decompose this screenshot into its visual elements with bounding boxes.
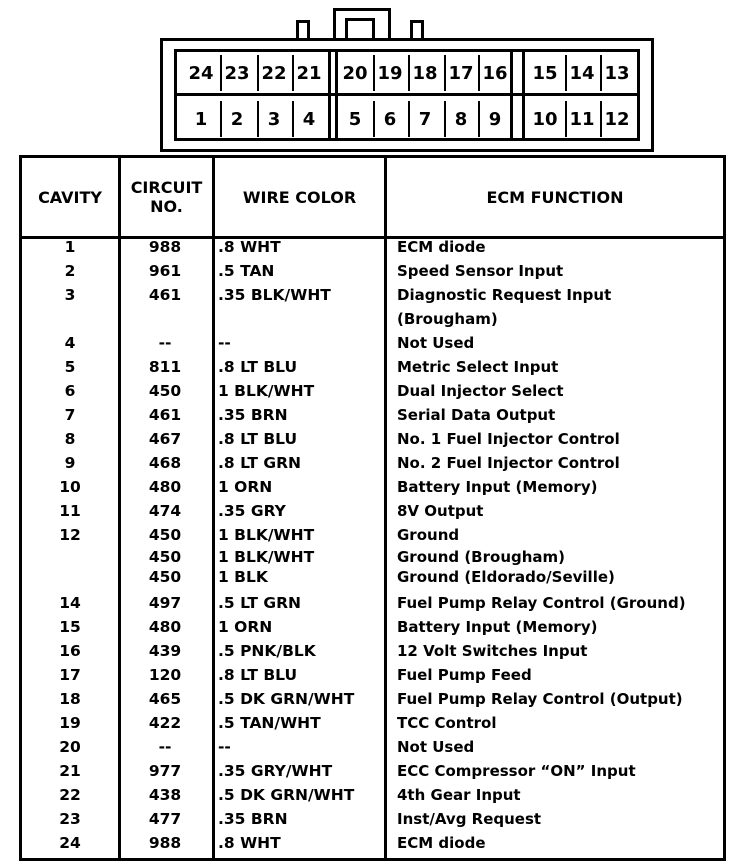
cavity-cell: 20 <box>59 738 81 756</box>
pin-label: 13 <box>600 55 632 91</box>
pin-label: 7 <box>408 101 440 137</box>
ecm-function-cell: TCC Control <box>397 714 497 732</box>
table-row <box>22 594 723 618</box>
pin-label: 15 <box>532 62 558 84</box>
circuit-cell: 467 <box>148 430 182 448</box>
header-ecm-function <box>387 158 723 236</box>
ecm-function-cell: Battery Input (Memory) <box>397 618 598 636</box>
ecm-function-cell: ECM diode <box>397 238 486 256</box>
circuit-cell: 450 <box>148 568 182 586</box>
wire-color-cell: .35 GRY <box>218 502 286 520</box>
circuit-cell: 468 <box>148 454 182 472</box>
ecm-function-cell: Not Used <box>397 738 475 756</box>
ecm-function-cell: Ground (Brougham) <box>397 548 566 566</box>
wire-color-cell: .8 LT BLU <box>218 430 298 448</box>
table-row <box>22 786 723 810</box>
wire-color-cell: 1 BLK/WHT <box>218 526 315 544</box>
circuit-cell: 811 <box>148 358 182 376</box>
circuit-cell: 988 <box>148 238 182 256</box>
ecm-function-cell: Fuel Pump Relay Control (Ground) <box>397 594 686 612</box>
wire-color-cell: 1 BLK/WHT <box>218 382 315 400</box>
wire-color-cell: -- <box>218 334 231 352</box>
circuit-cell: -- <box>158 334 172 352</box>
pin-label: 6 <box>373 101 405 137</box>
wire-color-cell: .5 LT GRN <box>218 594 301 612</box>
ecm-function-cell: Fuel Pump Relay Control (Output) <box>397 690 683 708</box>
cavity-cell: 4 <box>64 334 76 352</box>
pin-label: 2 <box>220 101 252 137</box>
pin-label: 24 <box>188 62 214 84</box>
wire-color-cell: 1 ORN <box>218 478 273 496</box>
table-row <box>22 310 723 334</box>
cavity-cell: 15 <box>59 618 81 636</box>
ecm-function-cell: No. 2 Fuel Injector Control <box>397 454 620 472</box>
pin-label: 3 <box>257 101 289 137</box>
cavity-cell: 22 <box>59 786 81 804</box>
pin-label: 11 <box>565 101 597 137</box>
ecm-function-cell: No. 1 Fuel Injector Control <box>397 430 620 448</box>
connector-diagram <box>0 0 752 160</box>
table-row <box>22 834 723 858</box>
circuit-cell: -- <box>158 738 172 756</box>
ecm-function-cell: Inst/Avg Request <box>397 810 542 828</box>
ecm-function-cell: ECC Compressor “ON” Input <box>397 762 636 780</box>
pin-label: 17 <box>444 55 476 91</box>
circuit-cell: 474 <box>148 502 182 520</box>
pin-label: 4 <box>292 101 324 137</box>
pin-label: 23 <box>220 55 252 91</box>
circuit-cell: 439 <box>148 642 182 660</box>
header-wire-color-label: WIRE COLOR <box>242 187 357 207</box>
table-row <box>22 738 723 762</box>
wire-color-cell: 1 ORN <box>218 618 273 636</box>
wire-color-cell: .35 BLK/WHT <box>218 286 331 304</box>
header-ecm-function-label: ECM FUNCTION <box>486 187 624 207</box>
cavity-cell: 18 <box>59 690 81 708</box>
ecm-function-cell: Battery Input (Memory) <box>397 478 598 496</box>
circuit-cell: 465 <box>148 690 182 708</box>
circuit-cell: 988 <box>148 834 182 852</box>
cavity-cell: 7 <box>64 406 76 424</box>
table-row <box>22 430 723 454</box>
wire-color-cell: .35 BRN <box>218 406 288 424</box>
ecm-function-cell: Speed Sensor Input <box>397 262 564 280</box>
pin-label: 20 <box>342 62 368 84</box>
circuit-cell: 120 <box>148 666 182 684</box>
table-row <box>22 262 723 286</box>
cavity-cell: 11 <box>59 502 81 520</box>
pin-label: 8 <box>444 101 476 137</box>
ecm-function-cell: Diagnostic Request Input <box>397 286 612 304</box>
pin-label: 12 <box>600 101 632 137</box>
wire-color-cell: .8 LT GRN <box>218 454 301 472</box>
table-row <box>22 406 723 430</box>
ecm-function-cell: (Brougham) <box>397 310 498 328</box>
cavity-cell: 17 <box>59 666 81 684</box>
table-row <box>22 286 723 310</box>
wire-color-cell: -- <box>218 738 231 756</box>
wire-color-cell: .5 DK GRN/WHT <box>218 690 355 708</box>
table-row <box>22 690 723 714</box>
connector-key-divider <box>335 49 338 141</box>
circuit-cell: 422 <box>148 714 182 732</box>
table-row <box>22 502 723 526</box>
table-row <box>22 454 723 478</box>
pin-label: 14 <box>565 55 597 91</box>
pin-label: 18 <box>408 55 440 91</box>
cavity-cell: 8 <box>64 430 76 448</box>
circuit-cell: 477 <box>148 810 182 828</box>
cavity-cell: 6 <box>64 382 76 400</box>
cavity-cell: 14 <box>59 594 81 612</box>
cavity-cell: 10 <box>59 478 81 496</box>
circuit-cell: 480 <box>148 478 182 496</box>
header-circuit <box>121 158 212 236</box>
cavity-cell: 1 <box>64 238 76 256</box>
pin-label: 22 <box>257 55 289 91</box>
pin-label: 5 <box>348 108 362 130</box>
cavity-cell: 21 <box>59 762 81 780</box>
table-row <box>22 526 723 550</box>
header-circuit-line2: NO. <box>150 197 183 216</box>
wire-color-cell: .5 TAN <box>218 262 275 280</box>
circuit-cell: 497 <box>148 594 182 612</box>
pinout-table <box>19 155 726 861</box>
cavity-cell: 5 <box>64 358 76 376</box>
cavity-cell: 12 <box>59 526 81 544</box>
cavity-cell: 3 <box>64 286 76 304</box>
table-row <box>22 810 723 834</box>
table-row <box>22 618 723 642</box>
circuit-cell: 438 <box>148 786 182 804</box>
wire-color-cell: .5 TAN/WHT <box>218 714 321 732</box>
header-cavity <box>22 158 118 236</box>
wire-color-cell: .5 DK GRN/WHT <box>218 786 355 804</box>
table-row <box>22 238 723 262</box>
cavity-cell: 9 <box>64 454 76 472</box>
wire-color-cell: 1 BLK/WHT <box>218 548 315 566</box>
ecm-function-cell: Not Used <box>397 334 475 352</box>
pin-label: 1 <box>194 108 208 130</box>
circuit-cell: 450 <box>148 548 182 566</box>
pin-label: 19 <box>373 55 405 91</box>
cavity-cell: 23 <box>59 810 81 828</box>
ecm-function-cell: Ground <box>397 526 460 544</box>
table-row <box>22 358 723 382</box>
ecm-function-cell: Dual Injector Select <box>397 382 564 400</box>
connector-key-divider <box>328 49 331 141</box>
table-row <box>22 666 723 690</box>
table-row <box>22 714 723 738</box>
cavity-cell: 24 <box>59 834 81 852</box>
circuit-cell: 450 <box>148 382 182 400</box>
ecm-function-cell: ECM diode <box>397 834 486 852</box>
cavity-cell: 19 <box>59 714 81 732</box>
pin-label: 16 <box>478 55 510 91</box>
wire-color-cell: .8 WHT <box>218 238 281 256</box>
ecm-function-cell: Ground (Eldorado/Seville) <box>397 568 615 586</box>
table-row <box>22 382 723 406</box>
ecm-function-cell: Metric Select Input <box>397 358 559 376</box>
header-cavity-label: CAVITY <box>38 187 102 207</box>
pin-label: 9 <box>478 101 510 137</box>
header-circuit-line1: CIRCUIT <box>130 178 203 197</box>
table-row <box>22 762 723 786</box>
table-row <box>22 642 723 666</box>
cavity-cell: 16 <box>59 642 81 660</box>
connector-key-divider <box>522 49 525 141</box>
table-row <box>22 334 723 358</box>
connector-key-divider <box>510 49 513 141</box>
ecm-function-cell: 12 Volt Switches Input <box>397 642 588 660</box>
pin-label: 21 <box>292 55 324 91</box>
circuit-cell: 480 <box>148 618 182 636</box>
wire-color-cell: .35 BRN <box>218 810 288 828</box>
pin-label: 10 <box>532 108 558 130</box>
circuit-cell: 961 <box>148 262 182 280</box>
ecm-function-cell: Fuel Pump Feed <box>397 666 532 684</box>
ecm-function-cell: 4th Gear Input <box>397 786 521 804</box>
wire-color-cell: 1 BLK <box>218 568 268 586</box>
circuit-cell: 450 <box>148 526 182 544</box>
wire-color-cell: .5 PNK/BLK <box>218 642 316 660</box>
header-wire-color <box>215 158 384 236</box>
ecm-function-cell: 8V Output <box>397 502 484 520</box>
wire-color-cell: .35 GRY/WHT <box>218 762 333 780</box>
circuit-cell: 977 <box>148 762 182 780</box>
table-row <box>22 478 723 502</box>
connector-row-divider <box>174 93 640 96</box>
cavity-cell: 2 <box>64 262 76 280</box>
wire-color-cell: .8 LT BLU <box>218 358 298 376</box>
circuit-cell: 461 <box>148 406 182 424</box>
wire-color-cell: .8 LT BLU <box>218 666 298 684</box>
ecm-function-cell: Serial Data Output <box>397 406 556 424</box>
wire-color-cell: .8 WHT <box>218 834 281 852</box>
table-row <box>22 568 723 592</box>
circuit-cell: 461 <box>148 286 182 304</box>
